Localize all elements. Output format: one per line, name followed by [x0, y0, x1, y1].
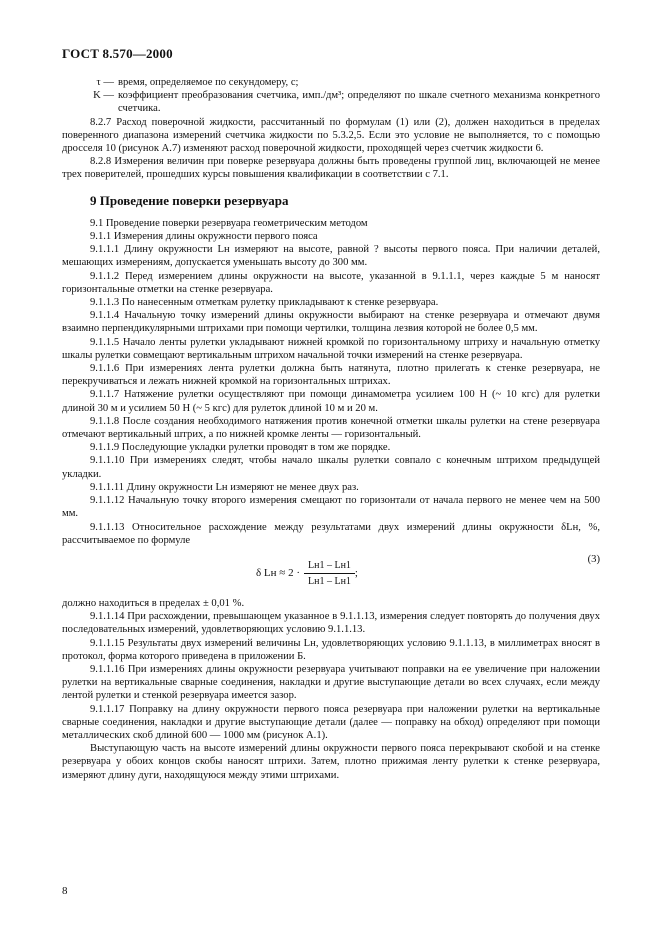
paragraph-9-1-1-3: 9.1.1.3 По нанесенным отметкам рулетку прикладывают к стенке резервуара.: [90, 297, 439, 309]
definition-text: время, определяемое по секундомеру, с;: [118, 77, 299, 88]
paragraph-9-1-1-17: 9.1.1.17 Поправку на длину окружности первого пояса резервуара при наложении рулетки на вертикальные сварные соединения, накладки и другие выступающие детали (далее — поправку на обход) определяют при помощи металлических скоб длиной 600 — 1000 мм (рисунок А.1).: [62, 703, 600, 741]
paragraph-9-1: 9.1 Проведение поверки резервуара геометрическим методом: [90, 217, 368, 229]
paragraph-9-1-1-11: 9.1.1.11 Длину окружности Lн измеряют не менее двух раз.: [90, 481, 359, 493]
paragraph-9-1-1-10: 9.1.1.10 При измерениях следят, чтобы начало шкалы рулетки совпало с конечным штрихом предыдущей укладки.: [62, 455, 600, 480]
paragraph-9-1-1-2: 9.1.1.2 Перед измерением длины окружности на высоте, указанной в 9.1.1.1, через каждые 5 м наносят горизонтальные отметки на стенке резервуара.: [62, 270, 600, 295]
paragraph-9-1-1-15: 9.1.1.15 Результаты двух измерений величины Lн, удовлетворяющих условию 9.1.1.13, в миллиметрах вносят в протокол, форма которого приведена в приложении Б.: [62, 637, 600, 662]
paragraph-8-2-7: 8.2.7 Расход поверочной жидкости, рассчитанный по формулам (1) или (2), должен находиться в пределах поверенного диапазона измерений счетчика жидкости по 5.3.2,5. Если это условие не выполняется, то с помощью дросселя 10 (рисунок А.7) изменяют расход поверочной жидкости, проходящей через счетчик жидкости 6.: [62, 116, 600, 155]
formula-number: (3): [587, 553, 600, 565]
section-title: 9 Проведение поверки резервуара: [90, 192, 289, 208]
paragraph-9-1-1-5: 9.1.1.5 Начало ленты рулетки укладывают нижней кромкой по горизонтальному штриху и начальную отметку шкалы рулетки совмещают вертикальным штрихом начальной точки измерений на стенке резервуара.: [62, 336, 600, 361]
formula-fraction: [304, 559, 355, 588]
paragraph-9-1-1-16: 9.1.1.16 При измерениях длины окружности резервуара учитывают поправки на ее увеличение при наложении рулетки на вертикальные сварные соединения, накладки и другие выступающие детали во всех случаях, если между лентой рулетки и стенкой резервуара имеется зазор.: [62, 663, 600, 702]
formula-lhs: δ Lн ≈ 2 ·: [256, 567, 300, 579]
definition-row: [62, 76, 600, 89]
formula-body: [256, 559, 358, 588]
paragraph-9-1-1-4: 9.1.1.4 Начальную точку измерений длины окружности выбирают на стенке резервуара и отмечают двумя взаимно перпендикулярными штрихами при помощи чертилки, толщина лезвия которой не более 0,5 мм.: [62, 310, 600, 335]
document-body: [62, 76, 600, 782]
page-number: 8: [62, 885, 68, 897]
paragraph-9-1-1-7: 9.1.1.7 Натяжение рулетки осуществляют при помощи динамометра усилием 100 Н (~ 10 кгс) для рулетки длиной 30 м и усилием 50 Н (~ 5 кгс) для рулеток длиной 10 м и 20 м.: [62, 389, 600, 414]
paragraph-protrusion: Выступающую часть на высоте измерений длины окружности первого пояса перекрывают скобой и на стенке резервуара у обоих концов скобы наносят штрихи. Затем, плотно прижимая ленту рулетки к стенке резервуара, измеряют длину дуги, находящуюся между этими штрихами.: [62, 743, 600, 781]
definition-symbol: τ —: [96, 77, 114, 88]
document-header: ГОСТ 8.570—2000: [62, 46, 173, 61]
paragraph-continuation: должно находиться в пределах ± 0,01 %.: [62, 597, 245, 609]
paragraph-9-1-1: 9.1.1 Измерения длины окружности первого пояса: [90, 231, 318, 243]
paragraph-9-1-1-14: 9.1.1.14 При расхождении, превышающем указанное в 9.1.1.13, измерения следует повторять до получения двух последовательных измерений, удовлетворяющих условию 9.1.1.13.: [62, 611, 600, 636]
paragraph-9-1-1-1: 9.1.1.1 Длину окружности Lн измеряют на высоте, равной ? высоты первого пояса. При наличии деталей, мешающих измерениям, допускается уменьшать высоту до 300 мм.: [62, 244, 600, 269]
definition-symbol: K —: [93, 90, 114, 102]
formula-3: [62, 551, 600, 595]
paragraph-8-2-8: 8.2.8 Измерения величин при поверке резервуара должны быть проведены группой лиц, включающей не менее трех поверителей, прошедших курсы повышения квалификации в соответствии с 7.1.: [62, 156, 600, 181]
paragraph-9-1-1-8: 9.1.1.8 После создания необходимого натяжения против конечной отметки шкалы рулетки на стене резервуара отмечают вертикальный штрих, а по нижней кромке ленты — горизонтальный.: [62, 415, 600, 441]
paragraph-9-1-1-6: 9.1.1.6 При измерениях лента рулетки должна быть натянута, плотно прилегать к стенке резервуара, не перекручиваться и лежать нижней кромкой на горизонтальных штрихах.: [62, 363, 600, 388]
definition-row: [62, 89, 600, 115]
paragraph-9-1-1-12: 9.1.1.12 Начальную точку второго измерения смещают по горизонтали от начала первого не менее чем на 500 мм.: [62, 495, 600, 520]
paragraph-9-1-1-13: 9.1.1.13 Относительное расхождение между результатами двух измерений длины окружности δLн, %, рассчитываемое по формуле: [62, 521, 600, 546]
paragraph-9-1-1-9: 9.1.1.9 Последующие укладки рулетки проводят в том же порядке.: [90, 442, 391, 454]
formula-denominator: Lн1 – Lн1: [308, 576, 351, 588]
definition-text: коэффициент преобразования счетчика, имп./дм³; определяют по шкале счетного механизма конкретного счетчика.: [118, 90, 600, 115]
formula-tail: ;: [354, 567, 358, 579]
formula-numerator: Lн1 – Lн1: [304, 559, 355, 574]
